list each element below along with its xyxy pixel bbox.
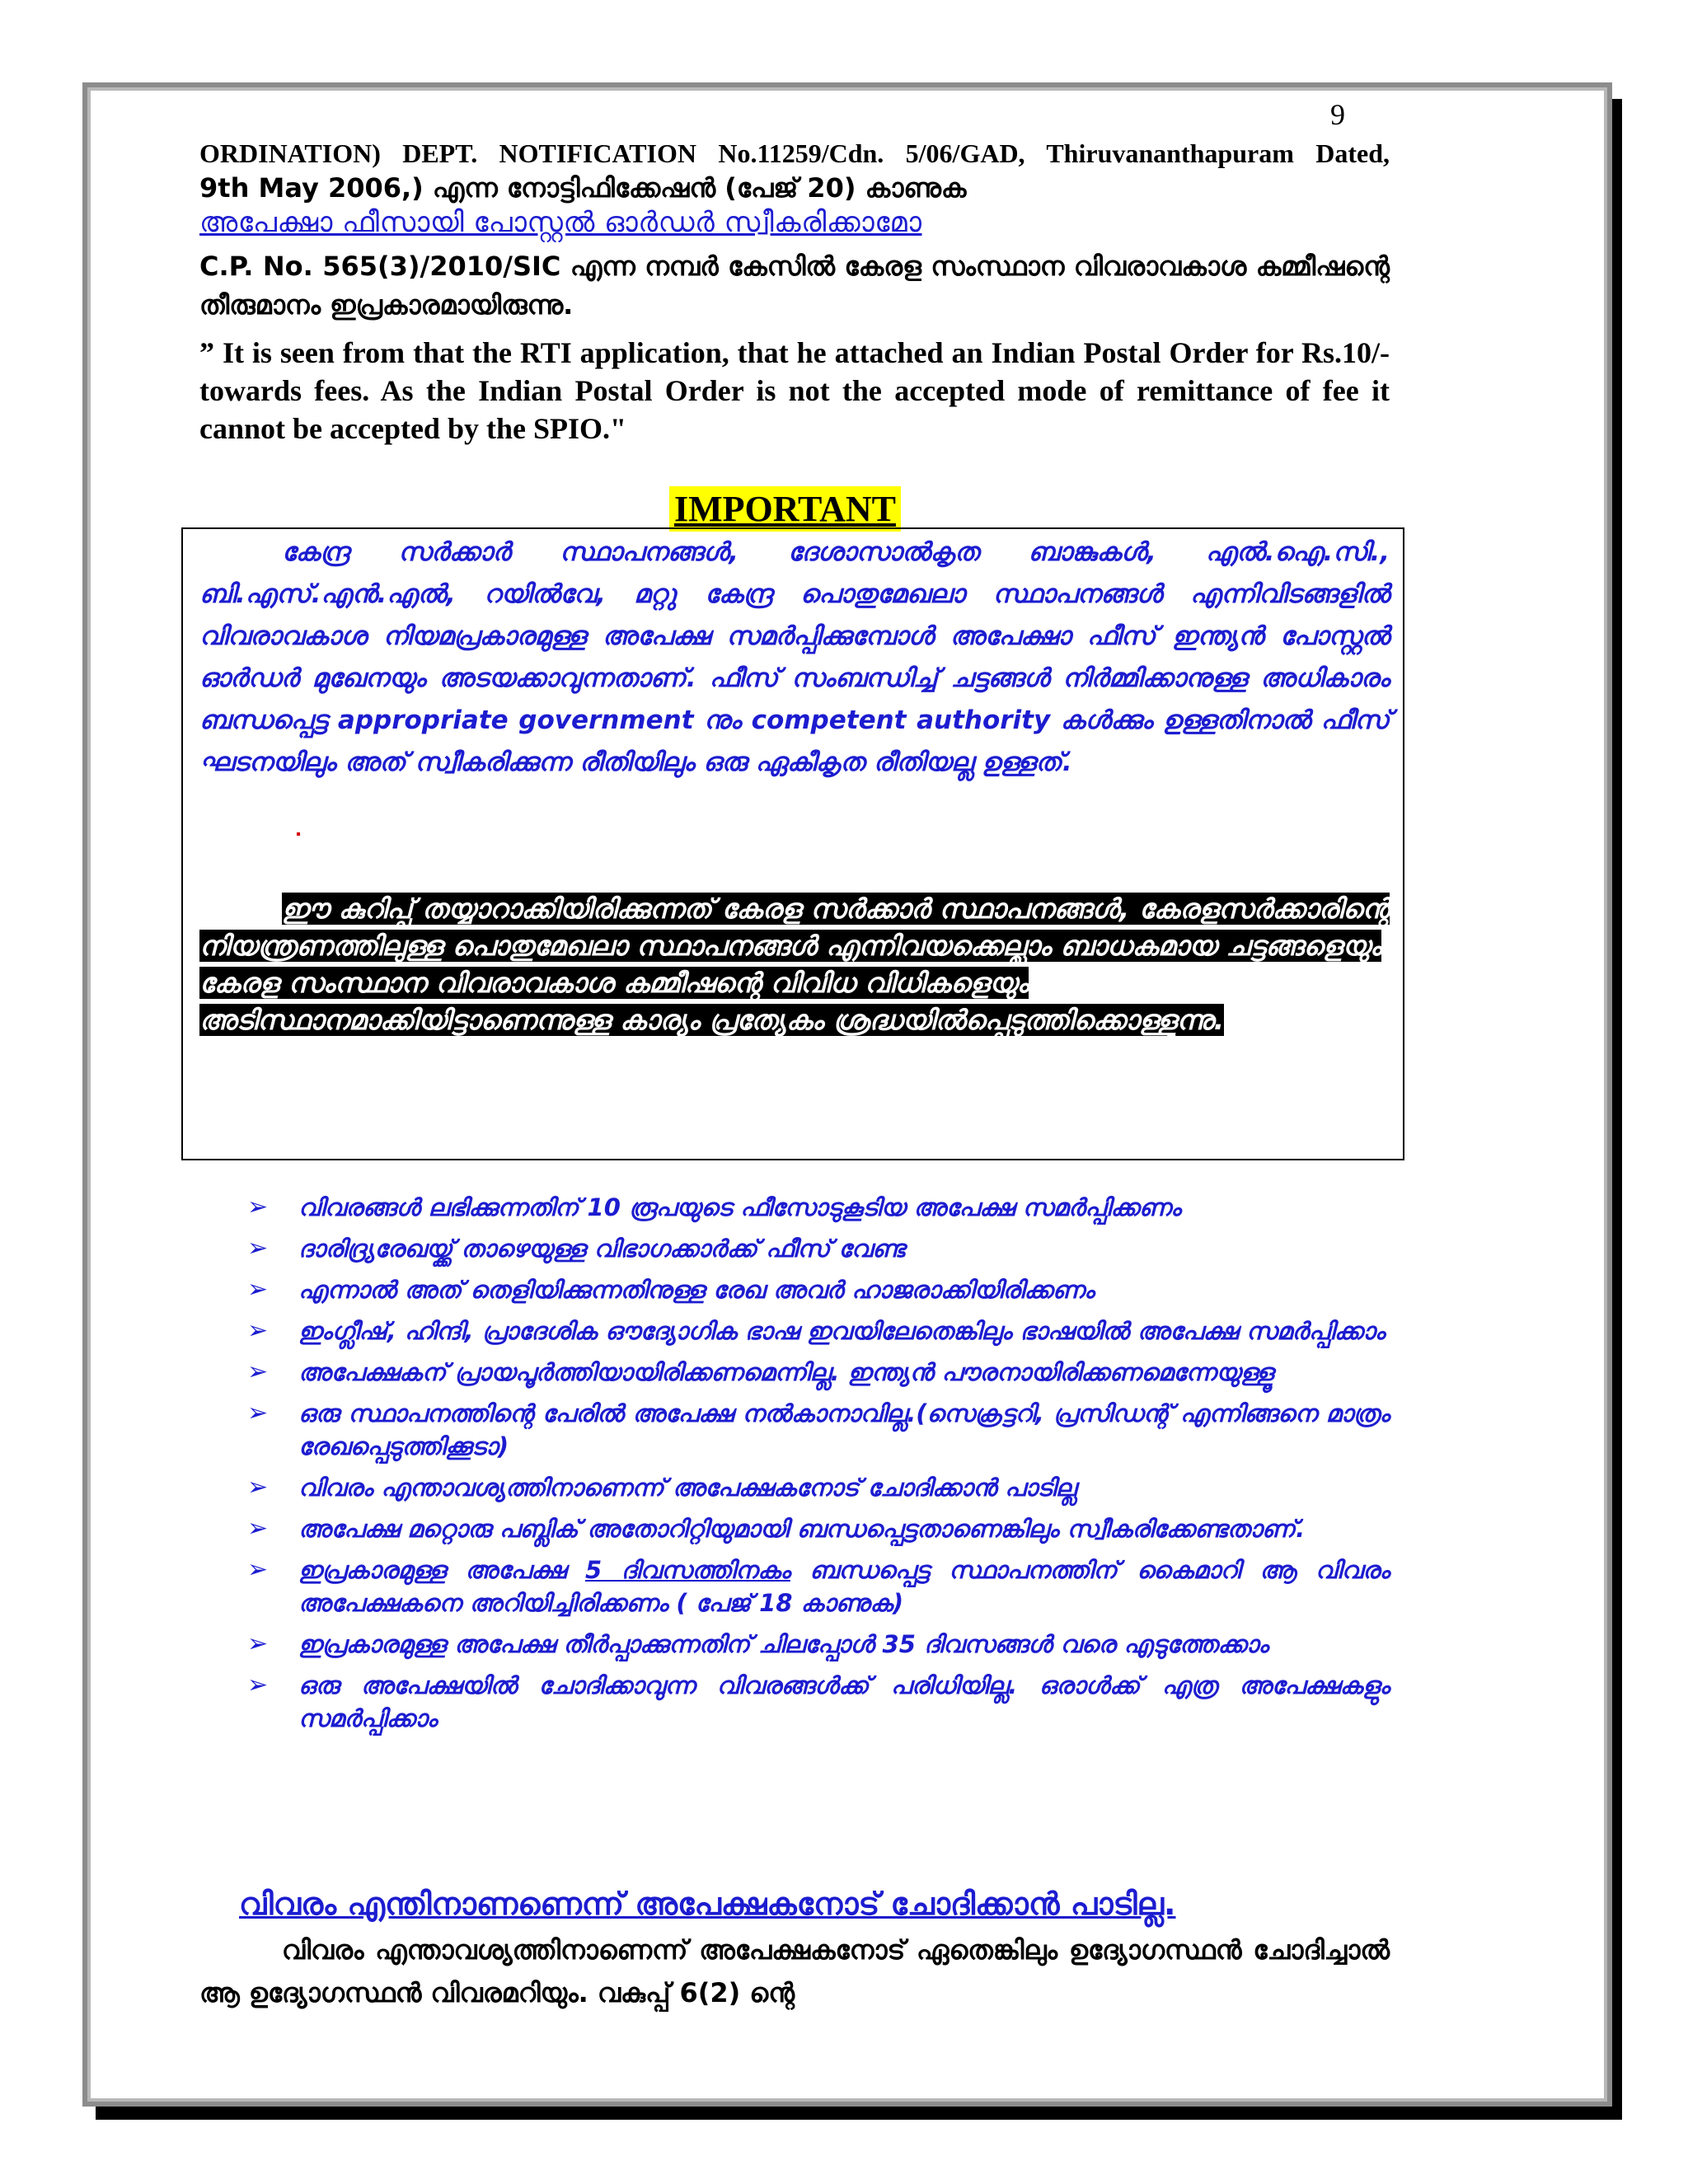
arrow-bullet-icon: ➢ bbox=[247, 1555, 269, 1584]
list-item-text: വിവരം എന്താവശ്യത്തിനാണെന്ന് അപേക്ഷകനോട് ചോദിക്കാൻ പാടില്ല bbox=[298, 1474, 1076, 1502]
list-item bbox=[247, 1397, 1390, 1463]
arrow-bullet-icon: ➢ bbox=[247, 1629, 269, 1658]
arrow-bullet-icon: ➢ bbox=[247, 1357, 269, 1386]
list-item bbox=[247, 1191, 1390, 1224]
important-title: IMPORTANT bbox=[669, 486, 901, 532]
purpose-question-paragraph: വിവരം എന്താവശ്യത്തിനാണെന്ന് അപേക്ഷകനോട് ഏതെങ്കിലും ഉദ്യോഗസ്ഥൻ ചോദിച്ചാൽ ആ ഉദ്യോഗസ്ഥൻ വിവരമറിയും. വകുപ്പ് 6(2) ന്റെ bbox=[199, 1934, 1390, 2008]
list-item bbox=[247, 1356, 1390, 1389]
red-mark bbox=[297, 832, 300, 836]
purpose-question-heading: വിവരം എന്തിനാണണെന്ന് അപേക്ഷകനോട് ചോദിക്കാൻ പാടില്ല. bbox=[239, 1886, 1176, 1922]
arrow-bullet-icon: ➢ bbox=[247, 1275, 269, 1304]
important-box-text: കേന്ദ്ര സർക്കാർ സ്ഥാപനങ്ങൾ, ദേശാസാൽകൃത ബാങ്കുകൾ, എൽ.ഐ.സി., ബി.എസ്.എൻ.എൽ, റയിൽവേ, മറ്റു കേന്ദ്ര പൊതുമേഖലാ സ്ഥാപനങ്ങൾ എന്നിവിടങ്ങളിൽ വിവരാവകാശ നിയമപ്രകാരമുള്ള അപേക്ഷ സമർപ്പിക്കുമ്പോൾ അപേക്ഷാ ഫീസ് ഇന്ത്യൻ പോസ്റ്റൽ ഓർഡർ മുഖേനയും അടയക്കാവുന്നതാണ്. ഫീസ് സംബന്ധിച്ച് ചട്ടങ്ങൾ നിർമ്മിക്കാനുള്ള അധികാരം ബന്ധപ്പെട്ട appropriate government നും competent authority കൾക്കും ഉള്ളതിനാൽ ഫീസ് ഘടനയിലും അത് സ്വീകരിക്കുന്ന രീതിയിലും ഒരു ഏകീകൃത രീതിയല്ല ഉള്ളത്. bbox=[199, 537, 1390, 777]
list-item bbox=[247, 1315, 1390, 1347]
postal-order-heading: അപേക്ഷാ ഫീസായി പോസ്റ്റൽ ഓർഡർ സ്വീകരിക്കാമോ bbox=[199, 206, 922, 239]
list-item bbox=[247, 1554, 1390, 1619]
arrow-bullet-icon: ➢ bbox=[247, 1234, 269, 1263]
list-item-text: ഇംഗ്ലീഷ്, ഹിന്ദി, പ്രാദേശിക ഔദ്യോഗിക ഭാഷ ഇവയിലേതെങ്കിലും ഭാഷയിൽ അപേക്ഷ സമർപ്പിക്കാം bbox=[298, 1317, 1386, 1345]
list-item-underlined-text: 5 ദിവസത്തിനകം bbox=[585, 1556, 790, 1584]
notification-line-1: ORDINATION) DEPT. NOTIFICATION No.11259/Cdn. 5/06/GAD, Thiruvananthapuram Dated, bbox=[199, 138, 1390, 168]
list-item-text: ഒരു അപേക്ഷയിൽ ചോദിക്കാവുന്ന വിവരങ്ങൾക്ക് പരിധിയില്ല. ഒരാൾക്ക് എത്ര അപേക്ഷകളും സമർപ്പിക്കാം bbox=[298, 1671, 1390, 1732]
list-item bbox=[247, 1273, 1390, 1306]
arrow-bullet-icon: ➢ bbox=[247, 1193, 269, 1221]
list-item-text: ദാരിദ്ര്യരേഖയ്ക്ക് താഴെയുള്ള വിഭാഗക്കാർക്ക് ഫീസ് വേണ്ട bbox=[298, 1235, 905, 1263]
list-item-text: അപേക്ഷകന് പ്രായപൂർത്തിയായിരിക്കണമെന്നില്ല. ഇന്ത്യൻ പൗരനായിരിക്കണമെന്നേയുള്ളൂ bbox=[298, 1358, 1273, 1386]
list-item bbox=[247, 1512, 1390, 1545]
highlighted-note bbox=[199, 890, 1390, 1038]
arrow-bullet-icon: ➢ bbox=[247, 1399, 269, 1427]
list-item-text: എന്നാൽ അത് തെളിയിക്കുന്നതിനുള്ള രേഖ അവർ ഹാജരാക്കിയിരിക്കണം bbox=[298, 1276, 1095, 1304]
commission-decision-paragraph: C.P. No. 565(3)/2010/SIC എന്ന നമ്പർ കേസിൽ കേരള സംസ്ഥാന വിവരാവകാശ കമ്മീഷന്റെ തീരുമാനം ഇപ്രകാരമായിരുന്നു. bbox=[199, 251, 1390, 321]
page-number: 9 bbox=[1330, 98, 1345, 131]
list-item-text: ഒരു സ്ഥാപനത്തിന്റെ പേരിൽ അപേക്ഷ നൽകാനാവില്ല.(സെക്രട്ടറി, പ്രസിഡന്റ് എന്നിങ്ങനെ മാത്രം രേഖപ്പെടുത്തിക്കൂടാ) bbox=[298, 1399, 1390, 1460]
list-item-text: ഇപ്രകാരമുള്ള അപേക്ഷ bbox=[298, 1556, 585, 1584]
list-item bbox=[247, 1628, 1390, 1661]
arrow-bullet-icon: ➢ bbox=[247, 1514, 269, 1543]
list-item-text: ബന്ധപ്പെട്ട സ്ഥാപനത്തിന് കൈമാറി ആ വിവരം അപേക്ഷകനെ അറിയിച്ചിരിക്കണം ( പേജ് 18 കാണുക) bbox=[298, 1556, 1390, 1617]
arrow-bullet-icon: ➢ bbox=[247, 1473, 269, 1502]
notification-line-2 bbox=[199, 171, 1390, 205]
list-item bbox=[247, 1471, 1390, 1504]
rti-quote: ” It is seen from that the RTI application, that he attached an Indian Postal Order for Rs.10/- towards fees. As the Indian Postal Order is not the accepted mode of remittance of fee it cannot be accepted by the SPIO." bbox=[199, 336, 1390, 445]
list-item bbox=[247, 1669, 1390, 1735]
notification-line-2-text: 9th May 2006,) എന്ന നോട്ടിഫിക്കേഷൻ (പേജ് 20) കാണുക bbox=[199, 172, 967, 204]
arrow-bullet-icon: ➢ bbox=[247, 1316, 269, 1345]
list-item-text: അപേക്ഷ മറ്റൊരു പബ്ലിക് അതോറിറ്റിയുമായി ബന്ധപ്പെട്ടതാണെങ്കിലും സ്വീകരിക്കേണ്ടതാണ്. bbox=[298, 1515, 1306, 1543]
rules-list bbox=[247, 1191, 1390, 1743]
list-item-text: ഇപ്രകാരമുള്ള അപേക്ഷ തീർപ്പാക്കുന്നതിന് ചിലപ്പോൾ 35 ദിവസങ്ങൾ വരെ എടുത്തേക്കാം bbox=[298, 1630, 1268, 1658]
highlighted-note-text: ഈ കുറിപ്പ് തയ്യാറാക്കിയിരിക്കുന്നത് കേരള സർക്കാർ സ്ഥാപനങ്ങൾ, കേരളസർക്കാരിന്റെ നിയന്ത്രണത്തിലുള്ള പൊതുമേഖലാ സ്ഥാപനങ്ങൾ എന്നിവയക്കെല്ലാം ബാധകമായ ചട്ടങ്ങളെയും കേരള സംസ്ഥാന വിവരാവകാശ കമ്മീഷന്റെ വിവിധ വിധികളെയും അടിസ്ഥാനമാക്കിയിട്ടാണെന്നുള്ള കാര്യം പ്രത്യേകം ശ്രദ്ധയിൽപ്പെടുത്തിക്കൊള്ളുന്നു. bbox=[199, 893, 1390, 1036]
arrow-bullet-icon: ➢ bbox=[247, 1671, 269, 1699]
list-item bbox=[247, 1232, 1390, 1265]
list-item-text: വിവരങ്ങൾ ലഭിക്കുന്നതിന് 10 രൂപയുടെ ഫീസോടുകൂടിയ അപേക്ഷ സമർപ്പിക്കണം bbox=[298, 1193, 1181, 1221]
